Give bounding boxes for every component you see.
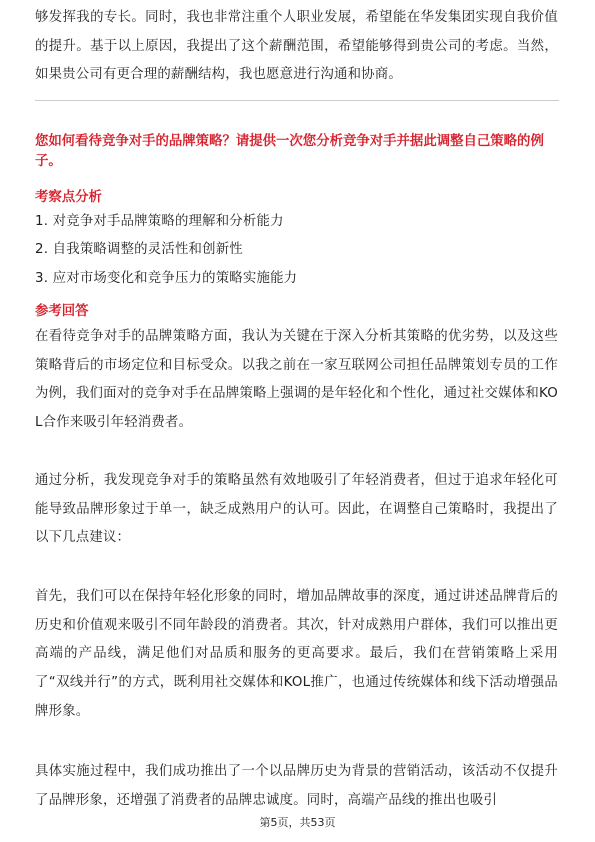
answer-paragraph-4: 具体实施过程中，我们成功推出了一个以品牌历史为背景的营销活动，该活动不仅提升了品牌形象，还增强了消费者的品牌忠诚度。同时，高端产品线的推出也吸引 <box>35 764 558 808</box>
answer-paragraph-1: 在看待竞争对手的品牌策略方面，我认为关键在于深入分析其策略的优劣势，以及这些策略背后的市场定位和目标受众。以我之前在一家互联网公司担任品牌策划专员的工作为例，我们面对的竞争对手在品牌策略上强调的是年轻化和个性化，通过社交媒体和KOL合作来吸引年轻消费者。 <box>35 329 558 431</box>
answer-paragraph-2: 通过分析，我发现竞争对手的策略虽然有效地吸引了年轻消费者，但过于追求年轻化可能导致品牌形象过于单一，缺乏成熟用户的认可。因此，在调整自己策略时，我提出了以下几点建议： <box>35 473 558 546</box>
section-divider <box>35 100 559 101</box>
answer-heading: 参考回答 <box>35 304 89 319</box>
analysis-item-2: 2. 自我策略调整的灵活性和创新性 <box>35 242 243 257</box>
answer-paragraph-3: 首先，我们可以在保持年轻化形象的同时，增加品牌故事的深度，通过讲述品牌背后的历史和价值观来吸引不同年龄段的消费者。其次，针对成熟用户群体，我们可以推出更高端的产品线，满足他们对品质和服务的更高要求。最后，我们在营销策略上采用了“双线并行”的方式，既利用社交媒体和KOL推广，也通过传统媒体和线下活动增强品牌形象。 <box>35 589 558 719</box>
analysis-item-1: 1. 对竞争对手品牌策略的理解和分析能力 <box>35 214 284 229</box>
intro-paragraph: 够发挥我的专长。同时，我也非常注重个人职业发展，希望能在华发集团实现自我价值的提升。基于以上原因，我提出了这个薪酬范围，希望能够得到贵公司的考虑。当然，如果贵公司有更合理的薪酬结构，我也愿意进行沟通和协商。 <box>35 10 558 83</box>
question-heading: 您如何看待竞争对手的品牌策略？请提供一次您分析竞争对手并据此调整自己策略的例子。 <box>35 134 544 169</box>
page-footer: 第5页，共53页 <box>259 816 336 829</box>
analysis-item-3: 3. 应对市场变化和竞争压力的策略实施能力 <box>35 271 298 286</box>
analysis-heading: 考察点分析 <box>35 190 102 205</box>
